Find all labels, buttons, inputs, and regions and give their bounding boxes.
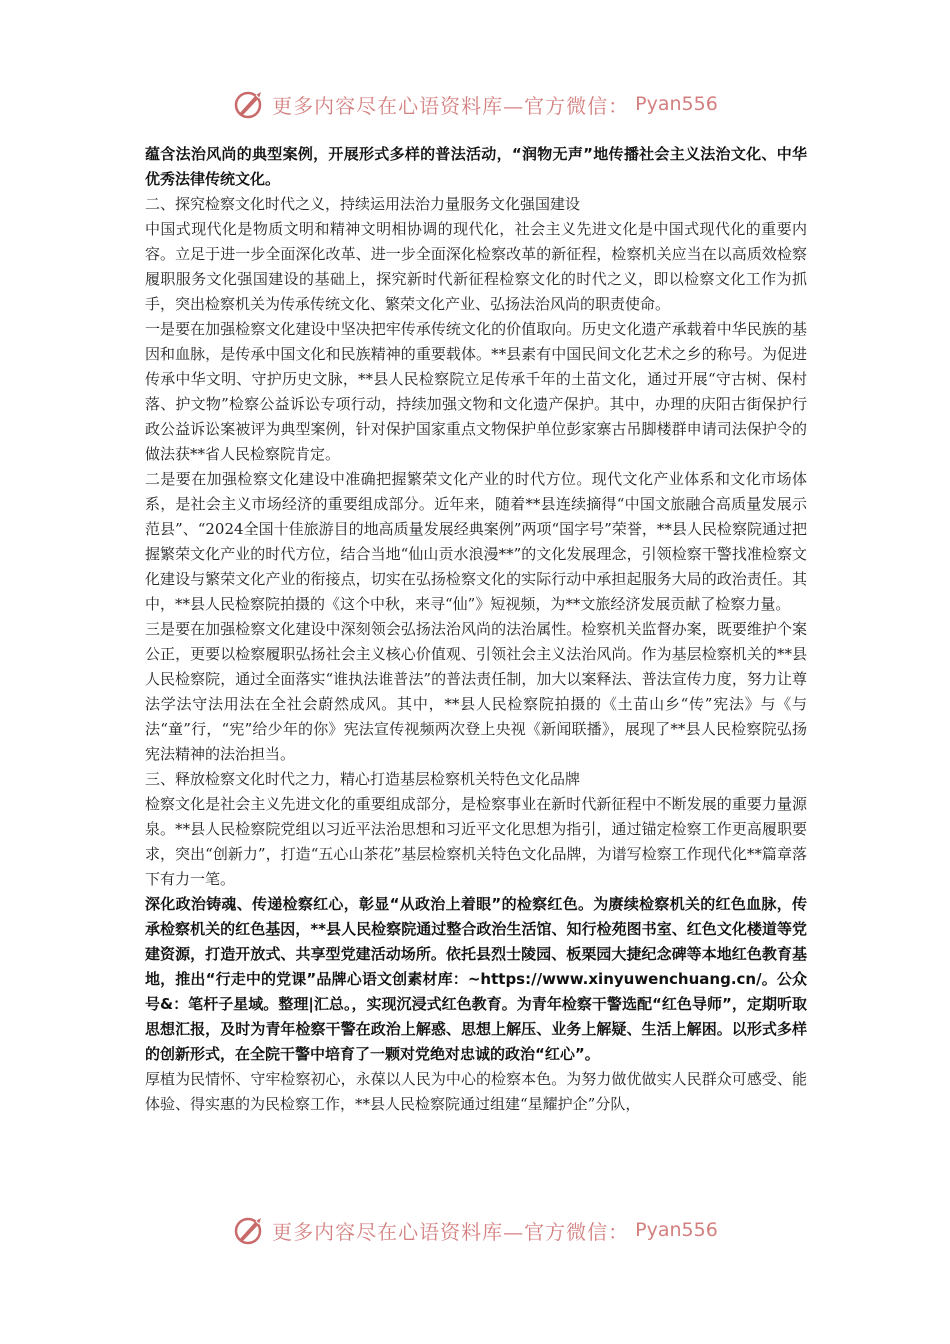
paragraph: 一是要在加强检察文化建设中坚决把牢传承传统文化的价值取向。历史文化遗产承载着中华民族的基因和血脉，是传承中国文化和民族精神的重要载体。**县素有中国民间文化艺术之乡的称号。为促进传承中华文明、守护历史文脉，**县人民检察院立足传承千年的土苗文化，通过开展“守古树、保村落、护文物”检察公益诉讼专项行动，持续加强文物和文化遗产保护。其中，办理的庆阳古街保护行政公益诉讼案被评为典型案例，针对保护国家重点文物保护单位彭家寨古吊脚楼群申请司法保护令的做法获**省人民检察院肯定。 [145,320,807,463]
watermark-text: 更多内容尽在心语资料库—官方微信： [272,1219,630,1244]
document-body [145,142,807,1117]
section-heading-3: 三、释放检察文化时代之力，精心打造基层检察机关特色文化品牌 [145,770,581,788]
quill-logo-icon [232,1213,266,1247]
watermark-banner-top [0,84,950,124]
paragraph-intro-bold: 蕴含法治风尚的典型案例，开展形式多样的普法活动，“润物无声”地传播社会主义法治文化、中华优秀法律传统文化。 [145,145,807,188]
paragraph-bold: 深化政治铸魂、传递检察红心，彰显“从政治上着眼”的检察红色。为赓续检察机关的红色血脉，传承检察机关的红色基因，**县人民检察院通过整合政治生活馆、知行检苑图书室、红色文化楼道等党建资源，打造开放式、共享型党建活动场所。依托县烈士陵园、板栗园大捷纪念碑等本地红色教育基地，推出“行走中的党课”品牌心语文创素材库：~https://www.xinyuwenchuang.cn/。公众号&：笔杆子星域。整理|汇总。，实现沉浸式红色教育。为青年检察干警选配“红色导师”，定期听取思想汇报，及时为青年检察干警在政治上解惑、思想上解压、业务上解疑、生活上解困。以形式多样的创新形式，在全院干警中培育了一颗对党绝对忠诚的政治“红心”。 [145,895,807,1063]
watermark-handle: Pyan556 [635,93,718,115]
paragraph: 中国式现代化是物质文明和精神文明相协调的现代化，社会主义先进文化是中国式现代化的重要内容。立足于进一步全面深化改革、进一步全面深化检察改革的新征程，检察机关应当在以高质效检察履职服务文化强国建设的基础上，探究新时代新征程检察文化的时代之义，即以检察文化工作为抓手，突出检察机关为传承传统文化、繁荣文化产业、弘扬法治风尚的职责使命。 [145,220,807,313]
section-heading-2: 二、探究检察文化时代之义，持续运用法治力量服务文化强国建设 [145,195,581,213]
watermark-banner-bottom [0,1210,950,1250]
watermark-text: 更多内容尽在心语资料库—官方微信： [272,93,630,118]
paragraph: 检察文化是社会主义先进文化的重要组成部分，是检察事业在新时代新征程中不断发展的重要力量源泉。**县人民检察院党组以习近平法治思想和习近平文化思想为指引，通过锚定检察工作更高履职要求，突出“创新力”，打造“五心山茶花”基层检察机关特色文化品牌，为谱写检察工作现代化**篇章落下有力一笔。 [145,795,807,888]
paragraph: 二是要在加强检察文化建设中准确把握繁荣文化产业的时代方位。现代文化产业体系和文化市场体系，是社会主义市场经济的重要组成部分。近年来，随着**县连续摘得“中国文旅融合高质量发展示范县”、“2024全国十佳旅游目的地高质量发展经典案例”两项“国字号”荣誉，**县人民检察院通过把握繁荣文化产业的时代方位，结合当地“仙山贡水浪漫**”的文化发展理念，引领检察干警找准检察文化建设与繁荣文化产业的衔接点，切实在弘扬检察文化的实际行动中承担起服务大局的政治责任。其中，**县人民检察院拍摄的《这个中秋，来寻“仙”》短视频，为**文旅经济发展贡献了检察力量。 [145,470,807,613]
quill-logo-icon [232,87,266,121]
paragraph: 厚植为民情怀、守牢检察初心，永葆以人民为中心的检察本色。为努力做优做实人民群众可感受、能体验、得实惠的为民检察工作，**县人民检察院通过组建“星耀护企”分队， [145,1070,807,1113]
watermark-handle: Pyan556 [635,1219,718,1241]
paragraph: 三是要在加强检察文化建设中深刻领会弘扬法治风尚的法治属性。检察机关监督办案，既要维护个案公正，更要以检察履职弘扬社会主义核心价值观、引领社会主义法治风尚。作为基层检察机关的**县人民检察院，通过全面落实“谁执法谁普法”的普法责任制，加大以案释法、普法宣传力度，努力让尊法学法守法用法在全社会蔚然成风。其中，**县人民检察院拍摄的《土苗山乡“传”宪法》与《与法“童”行，“宪”给少年的你》宪法宣传视频两次登上央视《新闻联播》，展现了**县人民检察院弘扬宪法精神的法治担当。 [145,620,807,763]
